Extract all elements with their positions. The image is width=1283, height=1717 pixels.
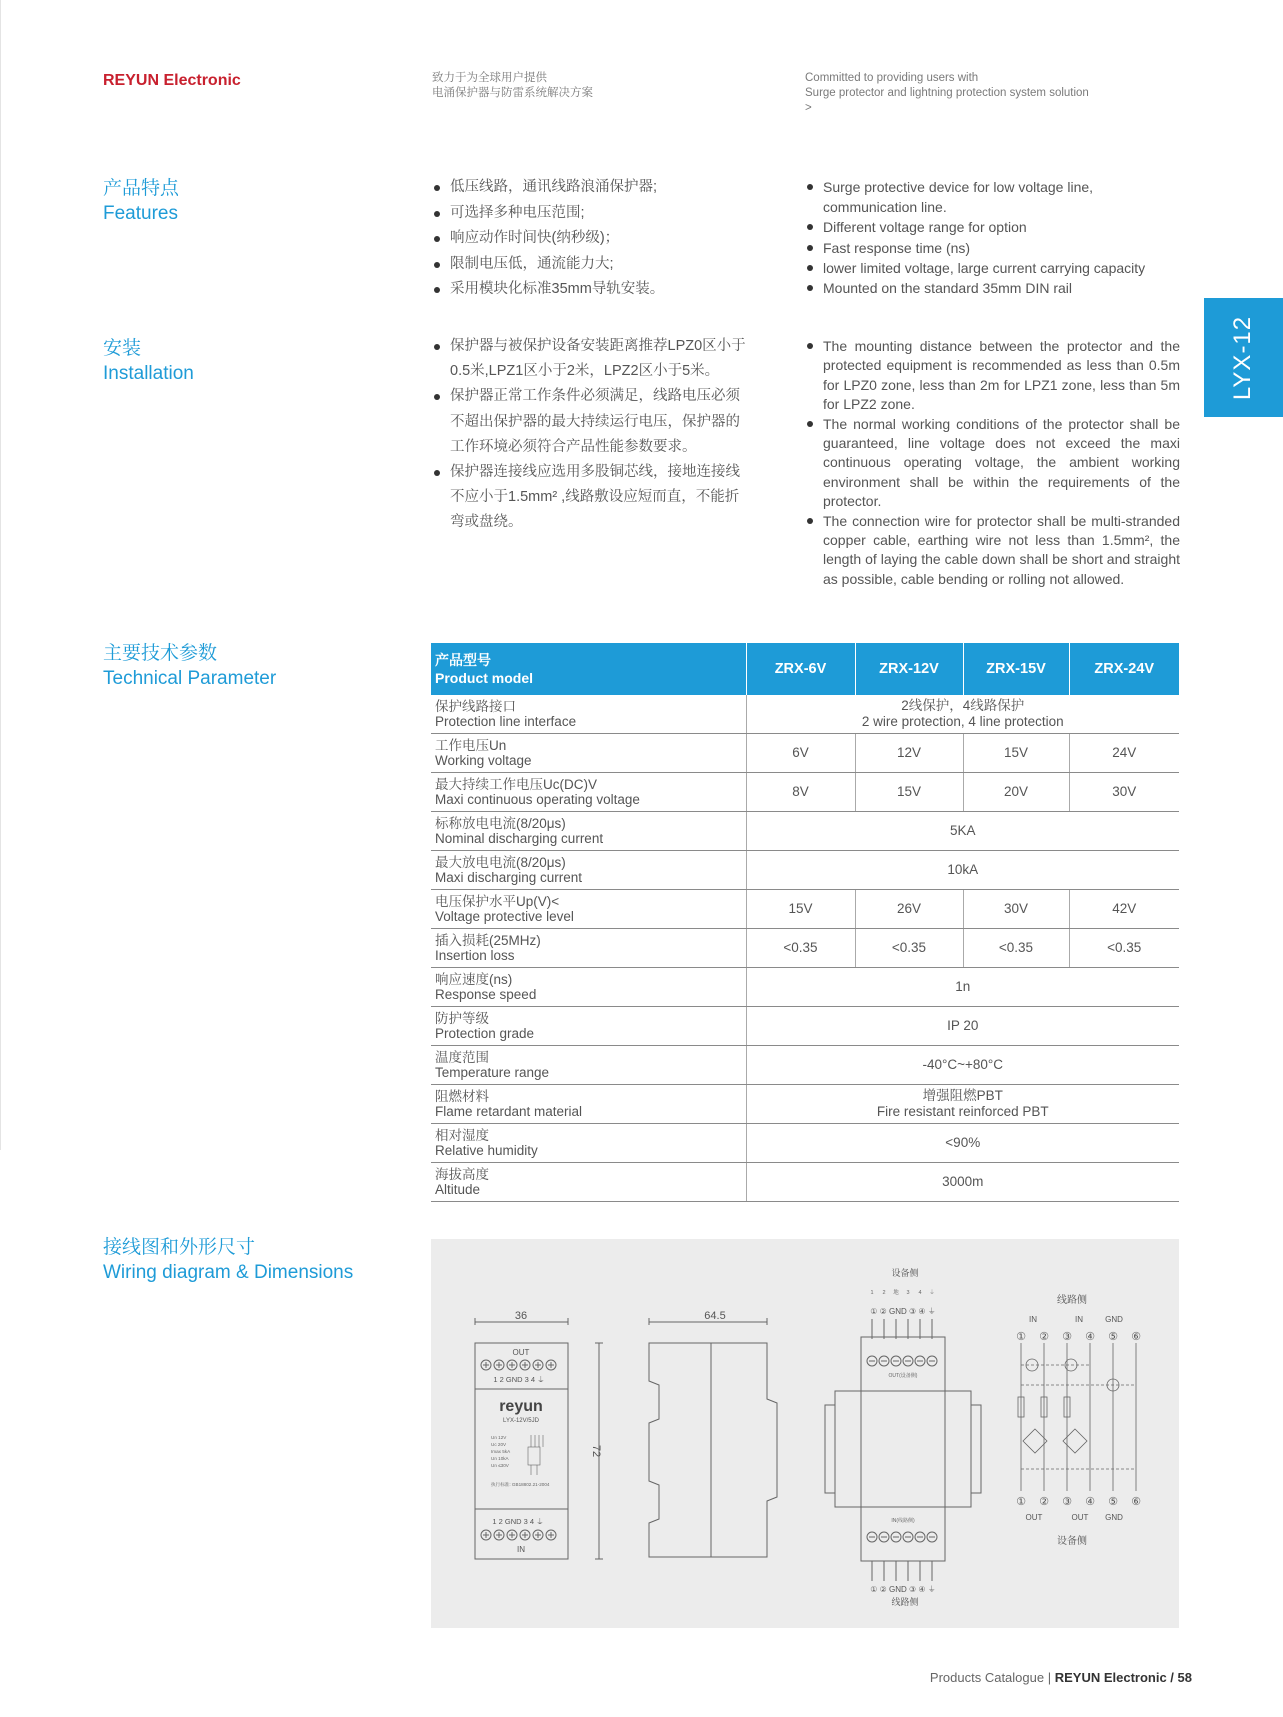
top-lower-block [861, 1507, 945, 1561]
param-label-cn: 保护线路接口 [435, 698, 516, 714]
top-clip-left [825, 1405, 835, 1493]
out-label: OUT [512, 1348, 530, 1357]
param-value: <0.35 [746, 929, 855, 968]
param-label-en: Response speed [435, 987, 537, 1002]
param-value-shared [746, 1124, 1179, 1163]
param-value-shared [746, 695, 1179, 734]
model-header: ZRX-24V [1069, 643, 1179, 695]
list-item: Fast response time (ns) [805, 238, 1180, 258]
param-value: 15V [746, 890, 855, 929]
spec-line: Uc 20V [491, 1442, 507, 1447]
top-leads-bottom [872, 1561, 932, 1581]
tagline-en-line: Committed to providing users with [805, 72, 979, 84]
installation-title [103, 336, 194, 386]
footer-catalogue: Products Catalogue [929, 1670, 1045, 1685]
list-item: 限制电压低，通流能力大; [432, 252, 762, 278]
technical-title-cn: 主要技术参数 [103, 643, 218, 664]
left-rule [0, 0, 1, 1150]
param-label-en: Maxi discharging current [435, 870, 583, 885]
list-item: Surge protective device for low voltage line, communication line. [805, 177, 1180, 217]
param-value: 15V [963, 734, 1069, 773]
param-value-line: -40°C~+80°C [922, 1057, 1004, 1072]
table-row [431, 734, 1179, 773]
mini-schematic [528, 1435, 543, 1475]
param-label [431, 695, 746, 734]
installation-list-en [805, 337, 1180, 589]
param-label-cn: 工作电压Un [435, 737, 507, 753]
list-item: 保护器与被保护设备安装距离推荐LPZ0区小于0.5米,LPZ1区小于2米，LPZ2区小于5米。 [432, 334, 750, 384]
table-row [431, 812, 1179, 851]
terminal-num: ④ [1085, 1331, 1095, 1343]
list-item: 保护器连接线应选用多股铜芯线，接地连接线不应小于1.5mm² ,线路敷设应短而直，不能折弯或盘绕。 [432, 460, 750, 536]
table-row [431, 968, 1179, 1007]
param-label-en: Working voltage [435, 753, 532, 768]
top-upper-block [861, 1337, 945, 1391]
param-value: 24V [1069, 734, 1179, 773]
param-label [431, 773, 746, 812]
param-value: <0.35 [855, 929, 963, 968]
schematic-bottom-label: GND [1105, 1513, 1123, 1522]
footer-brand-page: REYUN Electronic / 58 [1054, 1670, 1192, 1685]
dim-depth: 64.5 [704, 1310, 726, 1322]
spec-line: Un ≤30V [491, 1463, 509, 1468]
wiring-diagram [431, 1239, 1179, 1628]
list-item: Different voltage range for option [805, 217, 1180, 237]
param-value: 30V [1069, 773, 1179, 812]
std-line: 执行标准: GB18802.21-2004 [491, 1482, 550, 1487]
list-item: 低压线路，通讯线路浪涌保护器; [432, 175, 762, 201]
param-label-cn: 最大放电电流(8/20μs) [435, 854, 566, 870]
list-item: The connection wire for protector shall be multi-stranded copper cable, earthing wire not less than 1.5mm², the length of laying the cable down shall be short and straight as possible, cable bending or rolling not allowed. [805, 512, 1180, 590]
terminal-num: ④ [1085, 1496, 1095, 1508]
table-row [431, 773, 1179, 812]
list-item: 保护器正常工作条件必须满足，线路电压必须不超出保护器的最大持续运行电压，保护器的工作环境必须符合产品性能参数要求。 [432, 384, 750, 460]
wiring-diagram-panel [431, 1239, 1179, 1628]
out-device-label: OUT(设备侧) [888, 1373, 918, 1379]
table-row [431, 851, 1179, 890]
param-value-shared [746, 812, 1179, 851]
param-value-line: 2 wire protection, 4 line protection [861, 714, 1064, 729]
model-header: ZRX-12V [855, 643, 963, 695]
param-value-line: 增强阻燃PBT [922, 1088, 1003, 1103]
device-side-label: 设备侧 [891, 1268, 919, 1278]
model-header: ZRX-15V [963, 643, 1069, 695]
param-value: 42V [1069, 890, 1179, 929]
schematic-bottom-label: OUT [1025, 1513, 1043, 1522]
terminal-num: ⑥ [1131, 1331, 1141, 1343]
param-value-shared [746, 1046, 1179, 1085]
param-value: <0.35 [1069, 929, 1179, 968]
header-label-cn: 产品型号 [435, 652, 491, 668]
list-item: 可选择多种电压范围; [432, 201, 762, 227]
terminal-num: ① [1016, 1331, 1026, 1343]
top-view [825, 1267, 981, 1607]
footer-separator: | [1047, 1670, 1055, 1685]
table-row [431, 929, 1179, 968]
header-label-en: Product model [435, 670, 534, 686]
param-label [431, 734, 746, 773]
param-value-shared [746, 1007, 1179, 1046]
terminal-labels-bottom: 1 2 GND 3 4 ⏚ [492, 1517, 544, 1526]
param-label [431, 1085, 746, 1124]
side-tab [1204, 298, 1283, 417]
front-logo: reyun [499, 1398, 543, 1415]
spec-line: Un 10kA [491, 1456, 509, 1461]
param-label-en: Protection grade [435, 1026, 535, 1041]
table-row [431, 1046, 1179, 1085]
param-value: 20V [963, 773, 1069, 812]
tagline-cn-line: 致力于为全球用户提供 [432, 72, 547, 84]
param-label-cn: 阻燃材料 [435, 1088, 489, 1104]
param-label-en: Nominal discharging current [435, 831, 604, 846]
vertical-num: ⏚ [929, 1290, 935, 1296]
param-label [431, 1046, 746, 1085]
param-label [431, 1163, 746, 1202]
param-label [431, 851, 746, 890]
param-label-en: Insertion loss [435, 948, 515, 963]
terminal-num: ② [1039, 1496, 1049, 1508]
terminal-num: ③ [1062, 1331, 1072, 1343]
terminal-num: ① [1016, 1496, 1026, 1508]
param-value: 26V [855, 890, 963, 929]
terminal-row-top [481, 1360, 556, 1370]
top-terminals-top: ① ② GND ③ ④ ⏚ [870, 1307, 936, 1316]
front-model: LYX-12V/5JD [503, 1418, 539, 1424]
top-body [835, 1391, 971, 1507]
spec-line: Un 12V [491, 1435, 507, 1440]
param-value: 15V [855, 773, 963, 812]
param-label-cn: 响应速度(ns) [435, 971, 513, 987]
param-label-en: Relative humidity [435, 1143, 538, 1158]
list-item: The mounting distance between the protector and the protected equipment is recommended as less than 0.5m for LPZ0 zone, less than 2m for LPZ1 zone, less than 5m for LPZ2 zone. [805, 337, 1180, 415]
top-body-center [861, 1391, 945, 1507]
param-value-line: <90% [945, 1135, 981, 1150]
schematic-bottom-label: OUT [1071, 1513, 1089, 1522]
front-view [475, 1310, 603, 1559]
side-outline [649, 1343, 777, 1557]
side-tab-label: LYX-12 [1229, 315, 1257, 400]
features-title-cn: 产品特点 [103, 178, 180, 199]
tagline-en-line: Surge protector and lightning protection system solution [805, 87, 1089, 99]
param-label-en: Flame retardant material [435, 1104, 583, 1119]
table-row [431, 695, 1179, 734]
features-list-cn [432, 175, 762, 303]
schematic-top-label: IN [1075, 1315, 1083, 1324]
param-value-line: IP 20 [947, 1018, 979, 1033]
features-title [103, 176, 179, 226]
list-item: Mounted on the standard 35mm DIN rail [805, 278, 1180, 298]
table-row [431, 1007, 1179, 1046]
param-label-en: Protection line interface [435, 714, 577, 729]
param-value-shared [746, 1163, 1179, 1202]
param-label-cn: 电压保护水平Up(V)< [435, 893, 560, 909]
technical-title [103, 641, 276, 691]
terminal-num: ② [1039, 1331, 1049, 1343]
schematic-line-side: 线路侧 [1057, 1295, 1087, 1306]
model-header: ZRX-6V [746, 643, 855, 695]
technical-title-en: Technical Parameter [103, 668, 277, 689]
schematic-top-label: IN [1029, 1315, 1037, 1324]
table-row [431, 890, 1179, 929]
top-clip-right [971, 1405, 981, 1493]
param-value-line: 3000m [942, 1174, 984, 1189]
list-item: lower limited voltage, large current carrying capacity [805, 258, 1180, 278]
table-row [431, 1124, 1179, 1163]
tagline-en [805, 71, 1089, 116]
line-side-label: 线路侧 [891, 1597, 919, 1607]
dim-width: 36 [514, 1310, 528, 1322]
param-value-line: 5KA [949, 823, 976, 838]
terminal-num: ⑤ [1108, 1496, 1118, 1508]
param-label-cn: 标称放电电流(8/20μs) [435, 815, 566, 831]
vertical-num: 4 [918, 1290, 922, 1296]
param-value-shared [746, 1085, 1179, 1124]
schematic-wires [1018, 1343, 1136, 1491]
footer [930, 1670, 1192, 1685]
table-row [431, 1163, 1179, 1202]
table-row [431, 1085, 1179, 1124]
tagline-cn-line: 电涌保护器与防雷系统解决方案 [432, 87, 593, 99]
schematic-top-label: GND [1105, 1315, 1123, 1324]
param-label [431, 968, 746, 1007]
header-label [431, 643, 746, 695]
dim-height: 72 [590, 1444, 602, 1458]
spec-line: Imax 5kA [491, 1449, 511, 1454]
side-view [649, 1310, 777, 1557]
tagline-cn [432, 71, 593, 101]
param-label-cn: 插入损耗(25MHz) [435, 932, 541, 948]
in-line-label: IN(线路侧) [891, 1518, 915, 1524]
param-value-line: 2线保护，4线路保护 [901, 698, 1025, 713]
terminal-labels-top: 1 2 GND 3 4 ⏚ [493, 1375, 545, 1384]
circuit-schematic [1016, 1293, 1141, 1547]
wiring-title-cn: 接线图和外形尺寸 [103, 1237, 256, 1258]
param-label-en: Altitude [435, 1182, 481, 1197]
param-label-cn: 最大持续工作电压Uc(DC)V [435, 776, 597, 792]
vertical-num: 地 [893, 1290, 899, 1296]
terminal-num: ⑥ [1131, 1496, 1141, 1508]
param-value: 6V [746, 734, 855, 773]
features-title-en: Features [103, 203, 178, 224]
param-label-cn: 海拔高度 [435, 1166, 489, 1182]
param-value-line: 1n [955, 979, 971, 994]
top-leads-top [872, 1319, 932, 1339]
installation-title-en: Installation [103, 363, 194, 384]
param-value: <0.35 [963, 929, 1069, 968]
brand-name: REYUN Electronic [103, 72, 241, 89]
param-label-en: Voltage protective level [435, 909, 574, 924]
parameter-table-body [431, 695, 1179, 1202]
wiring-title-en: Wiring diagram & Dimensions [103, 1262, 354, 1283]
terminal-row-bottom-view [867, 1532, 937, 1542]
list-item: 响应动作时间快(纳秒级)； [432, 226, 762, 252]
param-label-cn: 相对湿度 [435, 1127, 489, 1143]
param-label-en: Temperature range [435, 1065, 550, 1080]
table-header-row [431, 643, 1179, 695]
param-value-shared [746, 851, 1179, 890]
tagline-arrow[interactable]: > [805, 102, 812, 114]
param-label [431, 1007, 746, 1046]
param-value-line: 10kA [947, 862, 979, 877]
terminal-num: ⑤ [1108, 1331, 1118, 1343]
in-label: IN [517, 1545, 525, 1554]
param-label-en: Maxi continuous operating voltage [435, 792, 640, 807]
parameter-table [431, 643, 1179, 1202]
list-item: The normal working conditions of the protector shall be guaranteed, line voltage does not exceed the maxi continuous operating voltage, the ambient working environment shall be within the requirements of the protector. [805, 415, 1180, 512]
param-label-cn: 温度范围 [435, 1049, 489, 1065]
schematic-device-side: 设备侧 [1057, 1536, 1087, 1547]
list-item: 采用模块化标准35mm导轨安装。 [432, 277, 762, 303]
vertical-num: 3 [906, 1290, 910, 1296]
vertical-num: 2 [882, 1290, 886, 1296]
terminal-num: ③ [1062, 1496, 1072, 1508]
top-terminals-bottom: ① ② GND ③ ④ ⏚ [870, 1585, 936, 1594]
installation-list-cn [432, 334, 750, 536]
param-value-line: Fire resistant reinforced PBT [876, 1104, 1049, 1119]
terminal-row-top-view [867, 1356, 937, 1366]
param-value: 8V [746, 773, 855, 812]
param-label [431, 929, 746, 968]
wiring-title [103, 1235, 353, 1285]
param-label [431, 1124, 746, 1163]
installation-title-cn: 安装 [103, 338, 142, 359]
param-value: 12V [855, 734, 963, 773]
vertical-num: 1 [870, 1290, 874, 1296]
param-value-shared [746, 968, 1179, 1007]
param-label-cn: 防护等级 [435, 1010, 489, 1026]
param-label [431, 890, 746, 929]
terminal-row-bottom [481, 1530, 556, 1540]
features-list-en [805, 177, 1180, 298]
param-value: 30V [963, 890, 1069, 929]
param-label [431, 812, 746, 851]
